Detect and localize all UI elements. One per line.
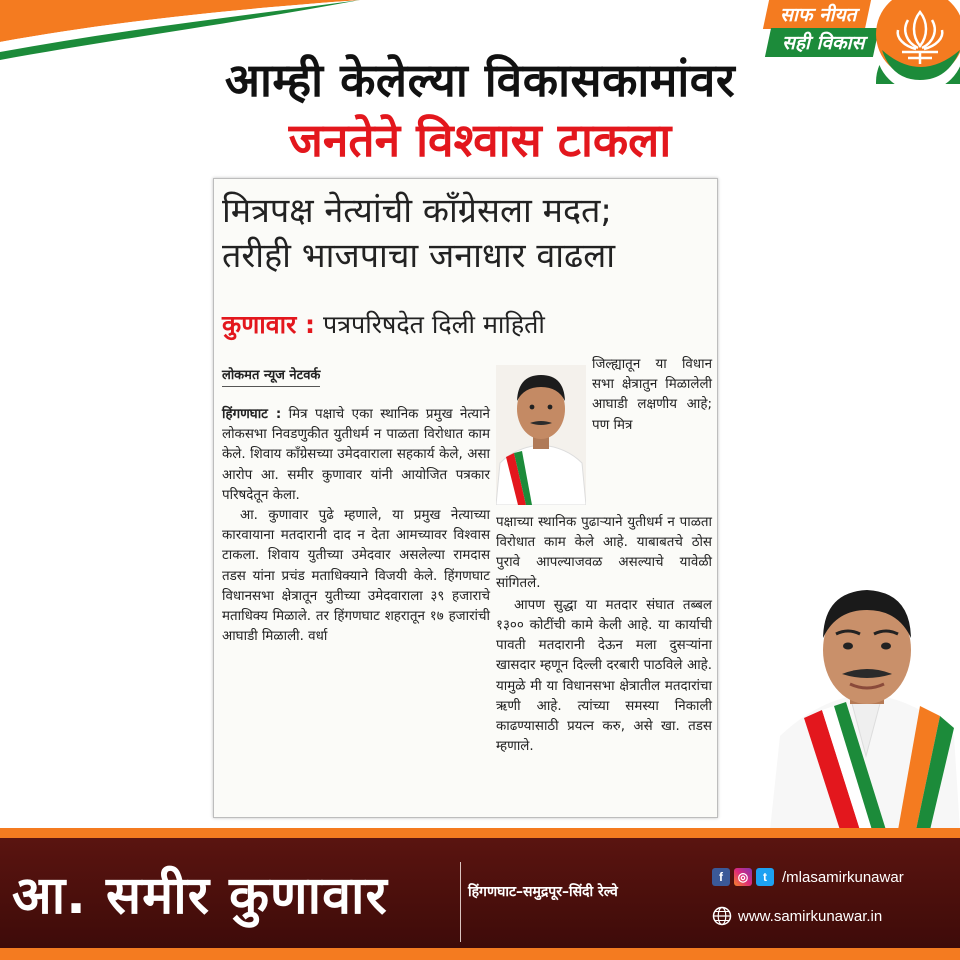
footer-divider [460, 862, 461, 942]
newspaper-clipping [213, 178, 718, 818]
clipping-title-line-2: तरीही भाजपाचा जनाधार वाढला [222, 236, 616, 276]
constituency-label: हिंगणघाट–समुद्रपूर–सिंदी रेल्वे [468, 884, 618, 900]
twitter-icon[interactable]: t [756, 868, 774, 886]
clipping-right-column [496, 513, 712, 757]
website-row [712, 906, 882, 926]
clipping-dateline: हिंगणघाट : [222, 407, 282, 422]
clipping-paragraph-1: मित्र पक्षाचे एका स्थानिक प्रमुख नेत्याने लोकसभा निवडणुकीत युतीधर्म न पाळता विरोधात काम केले. शिवाय काँग्रेसच्या उमेदवाराला सहकार्य केले, असा आरोप आ. समीर कुणावार यांनी आयोजित पत्रकार परिषदेतून केला. [222, 407, 490, 503]
clipping-title-line-1: मित्रपक्ष नेत्यांची काँग्रेसला मदत; [222, 191, 612, 231]
social-row [712, 866, 904, 888]
clipping-left-column [222, 405, 490, 647]
clipping-subtitle-text: पत्रपरिषदेत दिली माहिती [323, 310, 545, 339]
instagram-icon[interactable]: ◎ [734, 868, 752, 886]
footer-name: आ. समीर कुणावार [12, 866, 388, 926]
clipping-subtitle [222, 307, 711, 341]
website-link[interactable]: www.samirkunawar.in [738, 907, 883, 925]
facebook-icon[interactable]: f [712, 868, 730, 886]
slogan-line-2: सही विकास [765, 28, 879, 57]
clipping-byline: लोकमत न्यूज नेटवर्क [222, 365, 320, 387]
clipping-title [222, 189, 711, 279]
globe-icon [712, 906, 732, 926]
footer [0, 838, 960, 960]
headline-line-2: जनतेने विश्वास टाकला [288, 113, 672, 167]
slogan-line-1: साफ नीयत [763, 0, 872, 29]
clipping-paragraph-2: आ. कुणावार पुढे म्हणाले, या प्रमुख नेत्याच्या कारवायाना मतदारानी दाद न देता आमच्यावर विश्वास टाकला. शिवाय युतीच्या उमेदवार असलेल्या रामदास तडस यांना प्रचंड मताधिक्याने विजयी केले. हिंगणघाट विधानसभा क्षेत्रातून युतीच्या उमेदवाराला ३९ हजाराचे मताधिक्य मिळाले. तर हिंगणघाट शहरातून १७ हजारांची आघाडी मिळाली. वर्धा [222, 508, 490, 645]
footer-top-rule [0, 828, 960, 838]
portrait [770, 586, 960, 830]
social-handle[interactable]: /mlasamirkunawar [782, 868, 904, 886]
headline-line-1: आम्ही केलेल्या विकासकामांवर [224, 53, 736, 107]
footer-bottom-rule [0, 948, 960, 960]
clipping-right-paragraph-2: आपण सुद्धा या मतदार संघात तब्बल १३०० कोटींची कामे केली आहे. या कार्याची पावती मतदारानी देऊन मला दुसऱ्यांना खासदार म्हणून दिल्ली दरबारी पाठविले आहे. यामुळे मी या विधानसभा क्षेत्रातील मतदारांचा ऋणी आहे. त्यांच्या समस्या निकाली काढण्यासाठी प्रयत्न करु, असे खा. तडस म्हणाले. [496, 597, 712, 755]
clipping-subtitle-place: कुणावार : [222, 310, 316, 339]
clipping-photo [496, 365, 586, 505]
clipping-right-paragraph-1: पक्षाच्या स्थानिक पुढाऱ्याने युतीधर्म न पाळता विरोधात काम केले आहे. याबाबतचे ठोस पुरावे आपल्याजवळ असल्याचे यावेळी सांगितले. [496, 515, 712, 591]
clipping-right-top: जिल्ह्यातून या विधान सभा क्षेत्रातुन मिळालेली आघाडी लक्षणीय आहे; पण मित्र [592, 357, 712, 433]
